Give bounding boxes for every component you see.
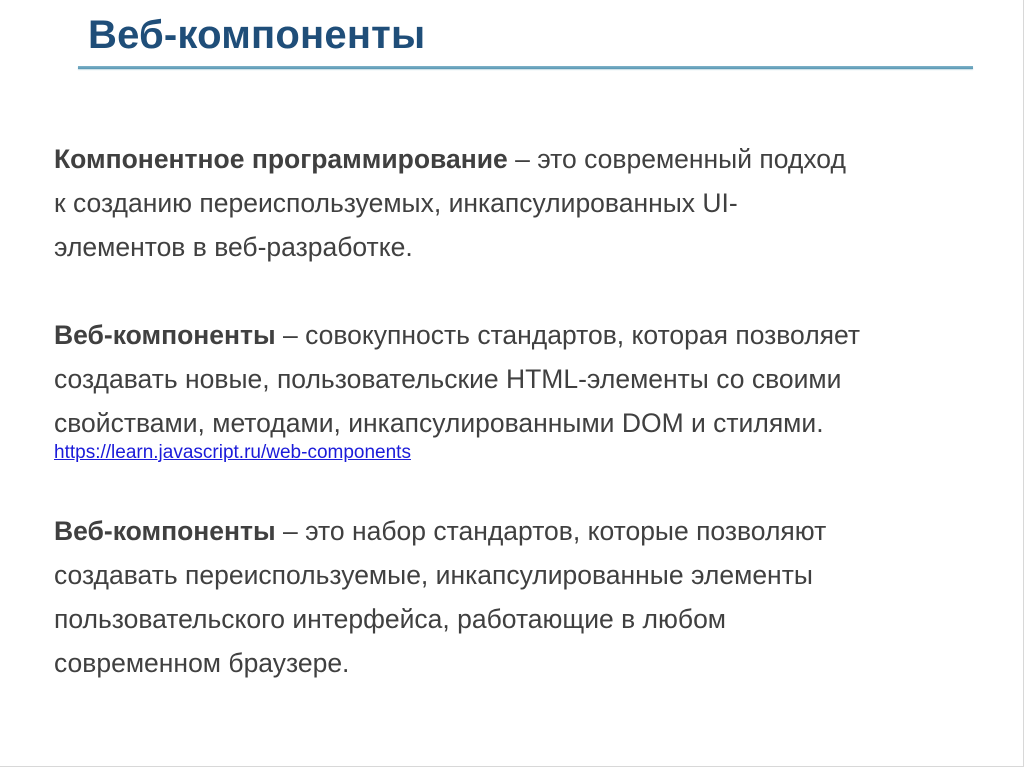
slide-body [54, 137, 1004, 685]
paragraph-line [54, 509, 1004, 553]
definition-text: – это современный подход [507, 144, 846, 174]
paragraph-web-components-standards [54, 313, 1004, 465]
paragraph-line: пользовательского интерфейса, работающие в любом [54, 604, 727, 634]
term-bold: Веб-компоненты [54, 516, 276, 546]
title-underline-divider [78, 66, 973, 69]
reference-link[interactable]: https://learn.javascript.ru/web-components [54, 442, 411, 463]
paragraph-line [54, 137, 1004, 181]
slide-title: Веб-компоненты [88, 13, 426, 57]
definition-text: – совокупность стандартов, которая позволяет [275, 320, 861, 350]
paragraph-line: создавать новые, пользовательские HTML-элементы со своими [54, 364, 842, 394]
paragraph-web-components-set [54, 509, 1004, 685]
paragraph-line: создавать переиспользуемые, инкапсулированные элементы [54, 560, 813, 590]
definition-text: – это набор стандартов, которые позволяют [275, 516, 827, 546]
paragraph-line: современном браузере. [54, 648, 350, 678]
term-bold: Веб-компоненты [54, 320, 276, 350]
paragraph-line [54, 313, 1004, 357]
paragraph-line: свойствами, методами, инкапсулированными DOM и стилями. [54, 408, 824, 438]
paragraph-line: элементов в веб-разработке. [54, 232, 413, 262]
paragraph-component-programming [54, 137, 1004, 269]
term-bold: Компонентное программирование [54, 144, 508, 174]
paragraph-line: к созданию переиспользуемых, инкапсулированных UI- [54, 188, 738, 218]
